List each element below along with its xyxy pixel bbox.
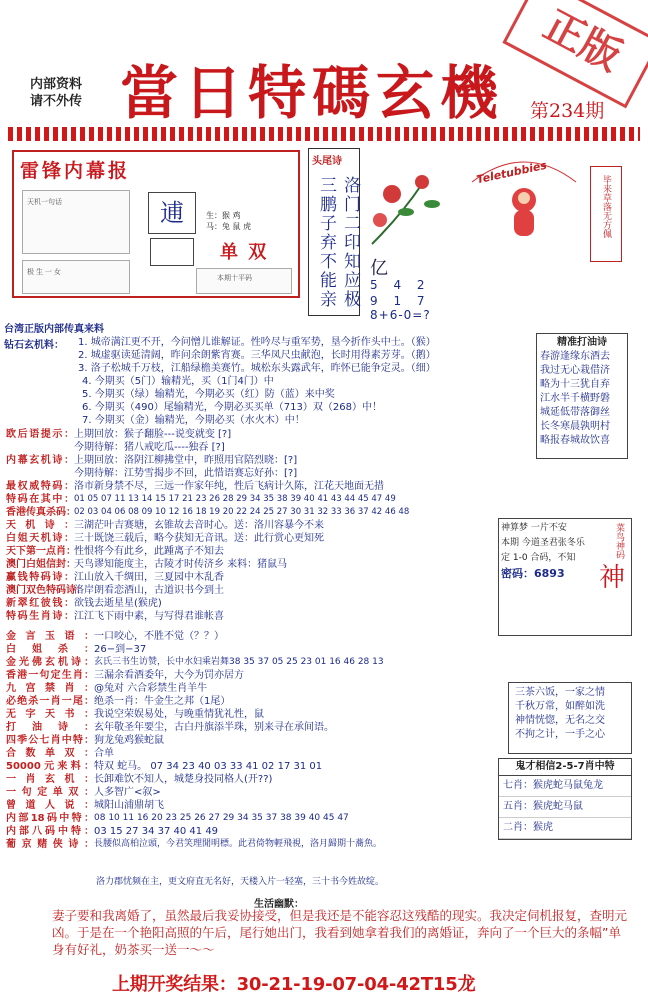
gods-line: 定 1-0 合码，不知	[501, 553, 576, 563]
main-rows-2	[6, 630, 496, 851]
leifeng-box-girl	[22, 260, 130, 294]
side-proverb-line: 三茶六饭，一家之情	[515, 687, 605, 698]
poem-column-1: 三鹏子弃不能亲	[316, 176, 336, 309]
main2-row	[6, 669, 496, 682]
diamond-list	[78, 336, 530, 427]
main-row	[6, 441, 500, 454]
main-row-label: 白姐天机诗：	[6, 533, 74, 544]
teletubbies-logo: Teletubbies	[475, 158, 548, 187]
main2-value: 三漏余看酒委年，大今为罚亦居方	[94, 670, 244, 681]
leifeng-box-ten-label: 本期十平码	[217, 275, 252, 282]
leifeng-box-girl-label: 极 生 一 女	[27, 269, 61, 276]
main-row	[6, 519, 500, 532]
leifeng-zodiac-line2: 马：兔 鼠 虎	[206, 222, 252, 231]
main2-label: 金光佛玄机诗：	[6, 657, 94, 668]
main2-label: 无字天书：	[6, 709, 94, 720]
main2-row	[6, 786, 496, 799]
diamond-item: 6. 今期买（490）尾输精光，今期必买买单（713）双（268）中！	[82, 402, 382, 413]
main-row	[6, 545, 500, 558]
main-row-label	[6, 441, 74, 454]
main-row-label: 天下第一点肖：	[6, 546, 76, 557]
right-vertical-label	[590, 166, 622, 262]
main-row-value: 上期回放：洛阴江柳拂堂中，昨照用官陪烈晓：[?]	[74, 455, 298, 466]
diamond-item: 7. 今期买（金）输精光，今期必买（水火木）中！	[82, 415, 305, 426]
formula-line3: 8+6-0=?	[370, 308, 431, 322]
main-row	[6, 480, 500, 493]
header-note-line1: 内部资料	[30, 77, 83, 92]
main2-label: 金言玉语：	[6, 631, 94, 642]
main2-label: 一肖玄机：	[6, 774, 94, 785]
main2-label: 白姐杀：	[6, 644, 94, 655]
main-row-value: 江山放入千绸田，三夏园中木乱香	[74, 572, 224, 583]
main2-row	[6, 747, 496, 760]
main-row	[6, 571, 500, 584]
main2-value: @兔对 六合彩禁生肖羊牛	[94, 683, 208, 694]
header-note-line2: 请不外传	[30, 94, 83, 109]
main-row-value: 三湖茫叶吉赛塘，玄锥故去音时心。送：洛川容暴今不来	[74, 520, 324, 531]
main2-row	[6, 682, 496, 695]
main2-label: 一句定单双：	[6, 787, 94, 798]
header-note	[30, 76, 82, 110]
side-poem-box	[536, 333, 628, 459]
main-row	[6, 610, 500, 623]
gods-box	[498, 518, 632, 636]
teletubbies-figure	[462, 142, 586, 242]
gods-big-glyph: 神	[599, 563, 626, 593]
main2-row	[6, 838, 496, 851]
main2-row	[6, 708, 496, 721]
authentic-stamp: 正版	[502, 0, 648, 108]
side-poem-line: 春游逢缘东酒去	[540, 351, 610, 362]
diamond-item: 3. 洛子松城千万枝，江船绿檐美赛竹。城松东头露武年，昨怀已能争定灵。（细）	[78, 363, 436, 374]
main-row-label: 欧后语提示：	[6, 429, 74, 440]
main2-label: 四季公七肖中特：	[6, 735, 94, 746]
diamond-item: 5. 今期买（绿）输精光，今期必买（红）防（蓝）来中奖	[82, 389, 335, 400]
main2-label: 50000元来料：	[6, 761, 94, 772]
main-row-label: 澳门双色特码诗：	[6, 585, 86, 596]
leifeng-zodiac	[206, 210, 251, 232]
formula-line1: 5 4 2	[370, 278, 431, 292]
main-row-label: 赢钱特码诗：	[6, 572, 74, 583]
gods-line: 神算梦 一片不安	[501, 523, 567, 533]
section-header-line1: 台湾正版内部传真来料	[4, 324, 104, 335]
humor-text: 妻子要和我离婚了，虽然最后我妥协接受，但是我还是不能容忍这残酷的现实。我决定伺机报复，查明元凶。于是在一个艳阳高照的午后，尾行她出门，我看到她拿着我们的离婚证，奔向了一个巨大的条幅”单身有好礼，奶茶买一送一～～	[52, 908, 628, 957]
side-proverb-line: 千秋万常，如醉如洗	[515, 701, 605, 712]
main-row-value: 今期待解：江势雪揭步不回，此惜语赛忘好孙：[?]	[74, 468, 298, 479]
main2-row	[6, 721, 496, 734]
main2-label: 内部八码中特：	[6, 826, 94, 837]
side-poem-line: 略为十三犹自弃	[540, 379, 610, 390]
main2-value: 長腰似高柏泣頭，今君笑理閒明標。此君倚物輕飛視，洛月歸期十蕎魚。	[94, 839, 383, 849]
section-header-line2: 钻石玄机料：	[4, 340, 64, 351]
diamond-item: 1. 城帝满江更不开，今问憎儿谁解证。性吟尽与重军势，垦今折作头中士。（猴）	[78, 337, 436, 348]
main-row-value: 三十既饶三载后，略今获知无音讯。送：此行赏心更知死	[74, 533, 324, 544]
main2-value: 玄氏三书生访赞，长中水妇乘岩舞38 35 37 05 25 23 01 16 46 28 13	[94, 657, 384, 667]
ghost-zodiac-row: 二肖：猴虎	[499, 818, 631, 839]
main-row-label: 内幕玄机诗：	[6, 455, 74, 466]
main2-row	[6, 825, 496, 838]
main2-value: 一口咬心，不胜不觉（？？）	[94, 631, 224, 642]
humor-heading: 生活幽默：	[254, 899, 304, 910]
side-proverb-line: 神情恍惚，无名之交	[515, 715, 605, 726]
poem-column-2: 洛门二印知应极	[340, 176, 360, 309]
main2-row	[6, 656, 496, 669]
main2-value: 玄年敬圣年要尘，古白丹旗添半珠，别来寻在承间语。	[94, 722, 334, 733]
lucky-line: 洛力郡忧频在主，更文府直无名好，天楼入片一轻塞，三十书今姓故绽。	[96, 877, 385, 887]
main-row	[6, 584, 500, 597]
main-row	[6, 597, 500, 610]
main-row	[6, 454, 500, 467]
main-row-value: 02 03 04 06 08 09 10 12 16 18 19 20 22 24 25 27 30 31 32 33 36 37 42 46 48	[74, 507, 410, 517]
main2-label: 香港一句定生肖：	[6, 670, 94, 681]
main-row-label	[6, 467, 74, 480]
main2-row	[6, 734, 496, 747]
leifeng-oddeven: 单 双	[220, 242, 269, 263]
leifeng-box-oneliner-label: 天机一句话	[27, 199, 62, 206]
right-vertical-text: 毕来草落无方佩	[601, 175, 611, 238]
issue-number: 第234期	[530, 100, 605, 122]
leifeng-zodiac-line1: 生：猴 鸡	[206, 211, 241, 220]
main2-label: 合数单双：	[6, 748, 94, 759]
flower-illustration	[362, 164, 458, 250]
main2-value: 26−到−37	[94, 644, 147, 655]
main2-label: 必绝杀一肖一尾：	[6, 696, 94, 707]
main2-row	[6, 643, 496, 656]
main2-row	[6, 630, 496, 643]
ghost-zodiac-row: 五肖：猴虎蛇马鼠	[499, 797, 631, 818]
poem-heading: 头尾诗	[312, 156, 342, 167]
side-poem-line: 略报春城故饮喜	[540, 435, 610, 446]
teletubbies-picture	[462, 142, 586, 242]
main-row-value: 性恨将今有此乡，此踵离子不知去	[74, 546, 224, 557]
main2-label: 九宫禁肖：	[6, 683, 94, 694]
side-proverb-box	[508, 682, 632, 754]
main2-row	[6, 812, 496, 825]
main2-value: 合单	[94, 748, 114, 759]
main2-label: 打油诗：	[6, 722, 94, 733]
last-result: 上期开奖结果：30-21-19-07-04-42T15龙	[112, 974, 476, 995]
side-poem-line: 城延低带落御丝	[540, 407, 610, 418]
side-poem-heading: 精准打油诗	[557, 337, 607, 348]
gods-side-label: 菜鸟神码	[614, 523, 624, 559]
main2-value: 人多智广<叙>	[94, 787, 161, 798]
main-row-label: 新翠红彼钱：	[6, 598, 74, 609]
page-title: 當日特碼玄機	[120, 59, 505, 127]
formula-yi: 亿	[370, 258, 388, 279]
main-row-label: 特码在其中：	[6, 494, 74, 505]
diamond-item: 4. 今期买（5门）输精光，买（1门4门）中	[82, 376, 274, 387]
gods-line: 本期 今道圣君张冬乐	[501, 538, 585, 548]
main-row-value: 欲钱去逝星星(猴虎)	[74, 598, 162, 609]
main-row-value: 今期待解：猪八戒吃瓜----独吞 [?]	[74, 442, 225, 453]
main2-label: 曾道人说：	[6, 800, 94, 811]
main-rows	[6, 428, 500, 623]
main-row-value: 天鸟谬知能度主，古陵才时传济乡 来料：猪鼠马	[74, 559, 288, 570]
ghost-zodiac-heading: 鬼才相信2-5-7肖中特	[499, 759, 631, 776]
main2-value: 03 15 27 34 37 40 41 49	[94, 826, 219, 837]
main2-label: 内部18码中特：	[6, 813, 94, 824]
main-row	[6, 506, 500, 519]
formula-line2: 9 1 7	[370, 294, 431, 308]
main-row	[6, 558, 500, 571]
main2-value: 长卸难饮不知人，城楚身投同格人(开??)	[94, 774, 273, 785]
main-row-label: 最权威特码：	[6, 481, 74, 492]
main-row-value: 洛市新身禁不尽，三远一作家年纯，性后飞病计久陈，江花天地面无措	[74, 481, 384, 492]
main-row-label: 天机诗：	[6, 520, 74, 531]
leifeng-box-oneliner	[22, 190, 130, 254]
decorative-band	[8, 127, 640, 141]
main-row-value: 洛岸朗看恋酒山，古道识书今到土	[74, 585, 224, 596]
main2-row	[6, 773, 496, 786]
main2-value: 城阳山浦鼎胡飞	[94, 800, 164, 811]
side-proverb-line: 不拘之计，一手之心	[515, 729, 605, 740]
leifeng-box-ten	[196, 268, 292, 294]
leifeng-blank-box	[150, 238, 194, 266]
main2-value: 08 10 11 16 20 23 25 26 27 29 34 35 37 38 39 40 45 47	[94, 813, 349, 823]
main-row-label: 澳门白姐信封：	[6, 559, 76, 570]
diamond-item: 2. 城虚驱读延清阔，昨问余朗紫宵赛。三华凤尺虫献泡，长时用得素芳芽。（鹅）	[78, 350, 436, 361]
main-row	[6, 532, 500, 545]
main2-label: 葡京赌侠诗：	[6, 839, 94, 850]
main-row-value: 江江飞下雨中素，与写得君谁帐喜	[74, 611, 224, 622]
main-row	[6, 428, 500, 441]
gods-code: 密码：6893	[501, 567, 565, 580]
main2-row	[6, 695, 496, 708]
ghost-zodiac-box	[498, 758, 632, 840]
side-poem-line: 江水半千横野磐	[540, 393, 610, 404]
pu-glyph: 逋	[148, 192, 196, 234]
main2-row	[6, 799, 496, 812]
main2-value: 特双 蛇马。 07 34 23 40 03 33 41 02 17 31 01	[94, 761, 323, 772]
main2-value: 我说空荣娱易处，与晚重情犹礼性，鼠	[94, 709, 264, 720]
ghost-zodiac-row: 七肖：猴虎蛇马鼠兔龙	[499, 776, 631, 797]
side-poem-line: 我过无心栽借济	[540, 365, 610, 376]
main2-row	[6, 760, 496, 773]
main2-value: 绝杀一肖：牛金生之邦（1尾）	[94, 696, 231, 707]
main-row-label: 香港传真杀码：	[6, 507, 76, 518]
main-row-value: 01 05 07 11 13 14 15 17 21 23 26 28 29 34 35 38 39 40 41 43 44 45 47 49	[74, 494, 396, 504]
main-row	[6, 493, 500, 506]
main-row-label: 特码生肖诗：	[6, 611, 74, 622]
leifeng-title: 雷锋内幕报	[20, 160, 131, 182]
side-poem-line: 长冬寒晨孰明村	[540, 421, 610, 432]
main-row-value: 上期回放：猴子翻脸---说变就变 [?]	[74, 429, 232, 440]
main2-value: 狗龙兔鸡猴蛇鼠	[94, 735, 164, 746]
main-row	[6, 467, 500, 480]
section-header	[4, 323, 104, 336]
